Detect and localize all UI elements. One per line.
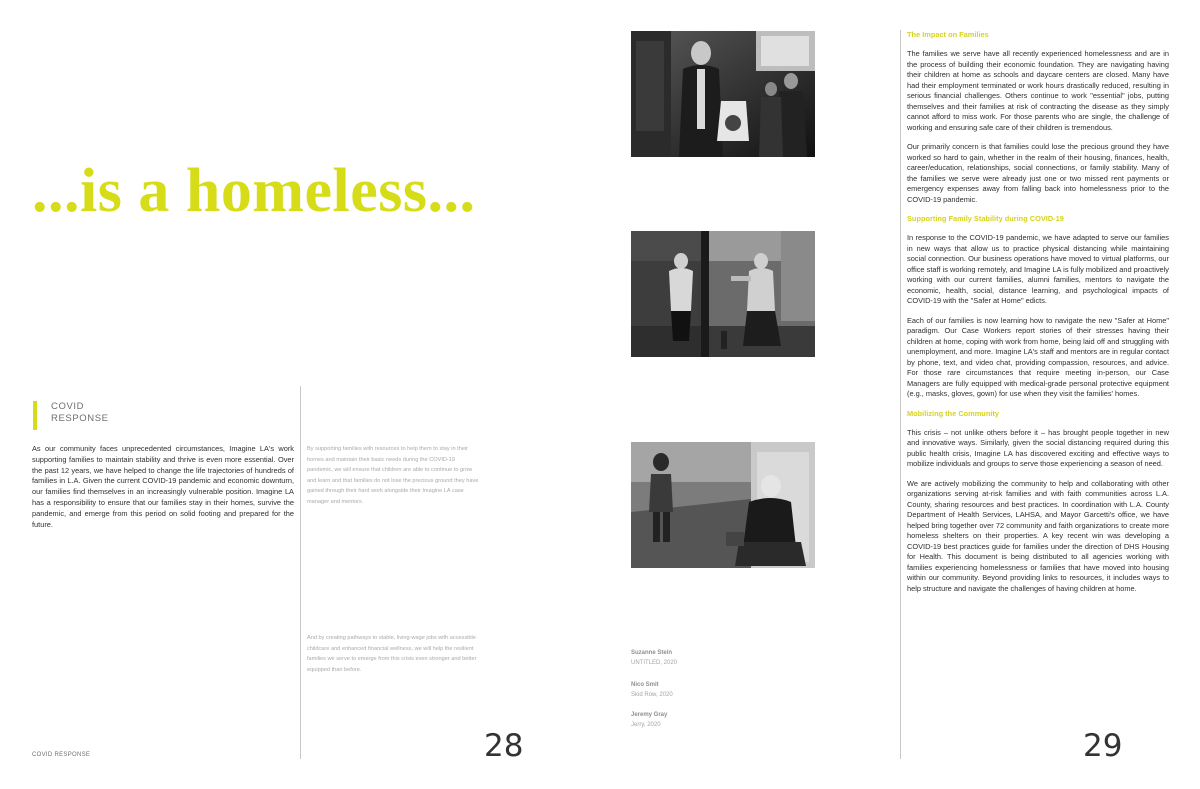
- paragraph-stability-2: Each of our families is now learning how to navigate the new "Safer at Home" paradigm. Our Case Workers report stories of their stresses having their children at home, coping with work from home, being laid off and struggling with unemployment, and more. Imagine LA's staff and mentors are in regular contact by phone, text, and video chat, providing compassion, resources, and advice. For those rare circumstances that require meeting in-person, our Case Managers are fully equipped with medical-grade personal protective equipment (e.g., masks, gloves, gown) for use when they visit the families' homes.: [907, 315, 1169, 398]
- right-column: [907, 30, 1169, 603]
- credit-name: Suzanne Stein: [631, 650, 673, 656]
- paragraph-impact-1: The families we serve have all recently experienced homelessness and are in the process of building their economic foundation. They are navigating having their children at home as schools and daycare centers are closed. Many have had their employment terminated or work hours drastically reduced, resulting in serious financial challenges. Others continue to work "essential" jobs, putting themselves and their families at risk of contracting the disease as they simply cannot afford to miss work. For those parents who are single, the challenge of working and ensuring safe care of their children is tremendous.: [907, 49, 1169, 132]
- column-divider-right: [900, 30, 901, 759]
- credit-work: Skid Row, 2020: [631, 692, 673, 698]
- paragraph-mobilizing-1: This crisis – not unlike others before it – has brought people together in new and innovative ways. Similarly, given the social distancing required during this public health crisis, Imagine LA has discovered exciting and effective ways to mobilize individuals and groups to serve those experiencing a season of need.: [907, 427, 1169, 468]
- side-quote-top: By supporting families with resources to help them to stay in their homes and maintain their basic needs during the COVID-19 pandemic, we will ensure that children are able to continue to grow and learn and that families do not lose the precious ground they have gained through their hard work alongside their Imagine LA case manager and mentors.: [307, 446, 479, 505]
- section-label: COVID RESPONSE: [51, 401, 109, 424]
- photo-credit-3: [631, 710, 781, 730]
- street-photo-shop-window-reflection: [631, 231, 815, 357]
- photo-credit-1: [631, 648, 781, 668]
- paragraph-impact-2: Our primarily concern is that families could lose the precious ground they have worked so hard to gain, whether in the realm of their housing, finances, health, career/education, relationships, social connections, or family stability. Many of the families we serve were already just one or two missed rent payments or emergency expenses away from falling back into homelessness prior to the COVID-19 pandemic.: [907, 142, 1169, 204]
- credit-work: UNTITLED, 2020: [631, 660, 678, 666]
- intro-paragraph: As our community faces unprecedented circumstances, Imagine LA's work supporting families to maintain stability and thrive is even more essential. Over the past 12 years, we have helped to change the life trajectories of hundreds of families in L.A. Given the current COVID-19 pandemic and economic downturn, our families find themselves in an increasingly vulnerable position. Imagine LA has a responsibility to ensure that our families stay in their homes, survive the pandemic, and emerge from this period on solid footing and prepared for the future.: [32, 444, 294, 529]
- headline: ...is a homeless...: [32, 157, 476, 225]
- column-divider-left: [300, 386, 301, 759]
- heading-impact-on-families: The Impact on Families: [907, 30, 989, 39]
- page-number-right: 29: [1083, 728, 1123, 764]
- paragraph-mobilizing-2: We are actively mobilizing the community to help and collaborating with other organizations serving at-risk families and with faith communities across L.A. County, sharing resources and best practices. In coordination with L.A. County Department of Health Services, LAHSA, and Mayor Garcetti's office, we have helped bring together over 72 community and faith organizations to create more homeless shelters on their properties. A key recent win was developing a COVID-19 best practices guide for families under the direction of DHS Housing for Health. This document is being distributed to all agencies working with families experiencing homelessness or families that have moved into housing within our community. Beyond providing links to resources, it includes ways to help structure and navigate the challenges of having children at home.: [907, 478, 1169, 593]
- section-accent-bar: [33, 401, 37, 430]
- credit-name: Jeremy Gray: [631, 712, 668, 718]
- credit-name: Nico Smit: [631, 682, 659, 688]
- photo-credit-2: [631, 680, 781, 700]
- credit-work: Jerry, 2020: [631, 722, 661, 728]
- paragraph-stability-1: In response to the COVID-19 pandemic, we have adapted to serve our families in new ways that allow us to practice physical distancing while maintaining social connection. Our business operations have moved to virtual platforms, our office staff is working remotely, and Imagine LA is fully mobilized and proactively working with our current families, alumni families, mentors to navigate the economic, health, social, distance learning, and psychological impacts of COVID-19 with the "Safer at Home" edicts.: [907, 233, 1169, 305]
- footer-label: COVID RESPONSE: [32, 752, 91, 758]
- street-photo-child-and-man-sitting: [631, 442, 815, 568]
- heading-mobilizing-community: Mobilizing the Community: [907, 408, 999, 418]
- street-photo-man-with-bag: [631, 31, 815, 157]
- page-number-left: 28: [484, 728, 524, 764]
- side-quote-bottom: And by creating pathways to stable, living-wage jobs with accessible childcare and enhanced financial wellness, we will help the resilient families we serve to emerge from this crisis even stronger and better equipped than before.: [307, 635, 477, 673]
- heading-family-stability: Supporting Family Stability during COVID-19: [907, 214, 1064, 223]
